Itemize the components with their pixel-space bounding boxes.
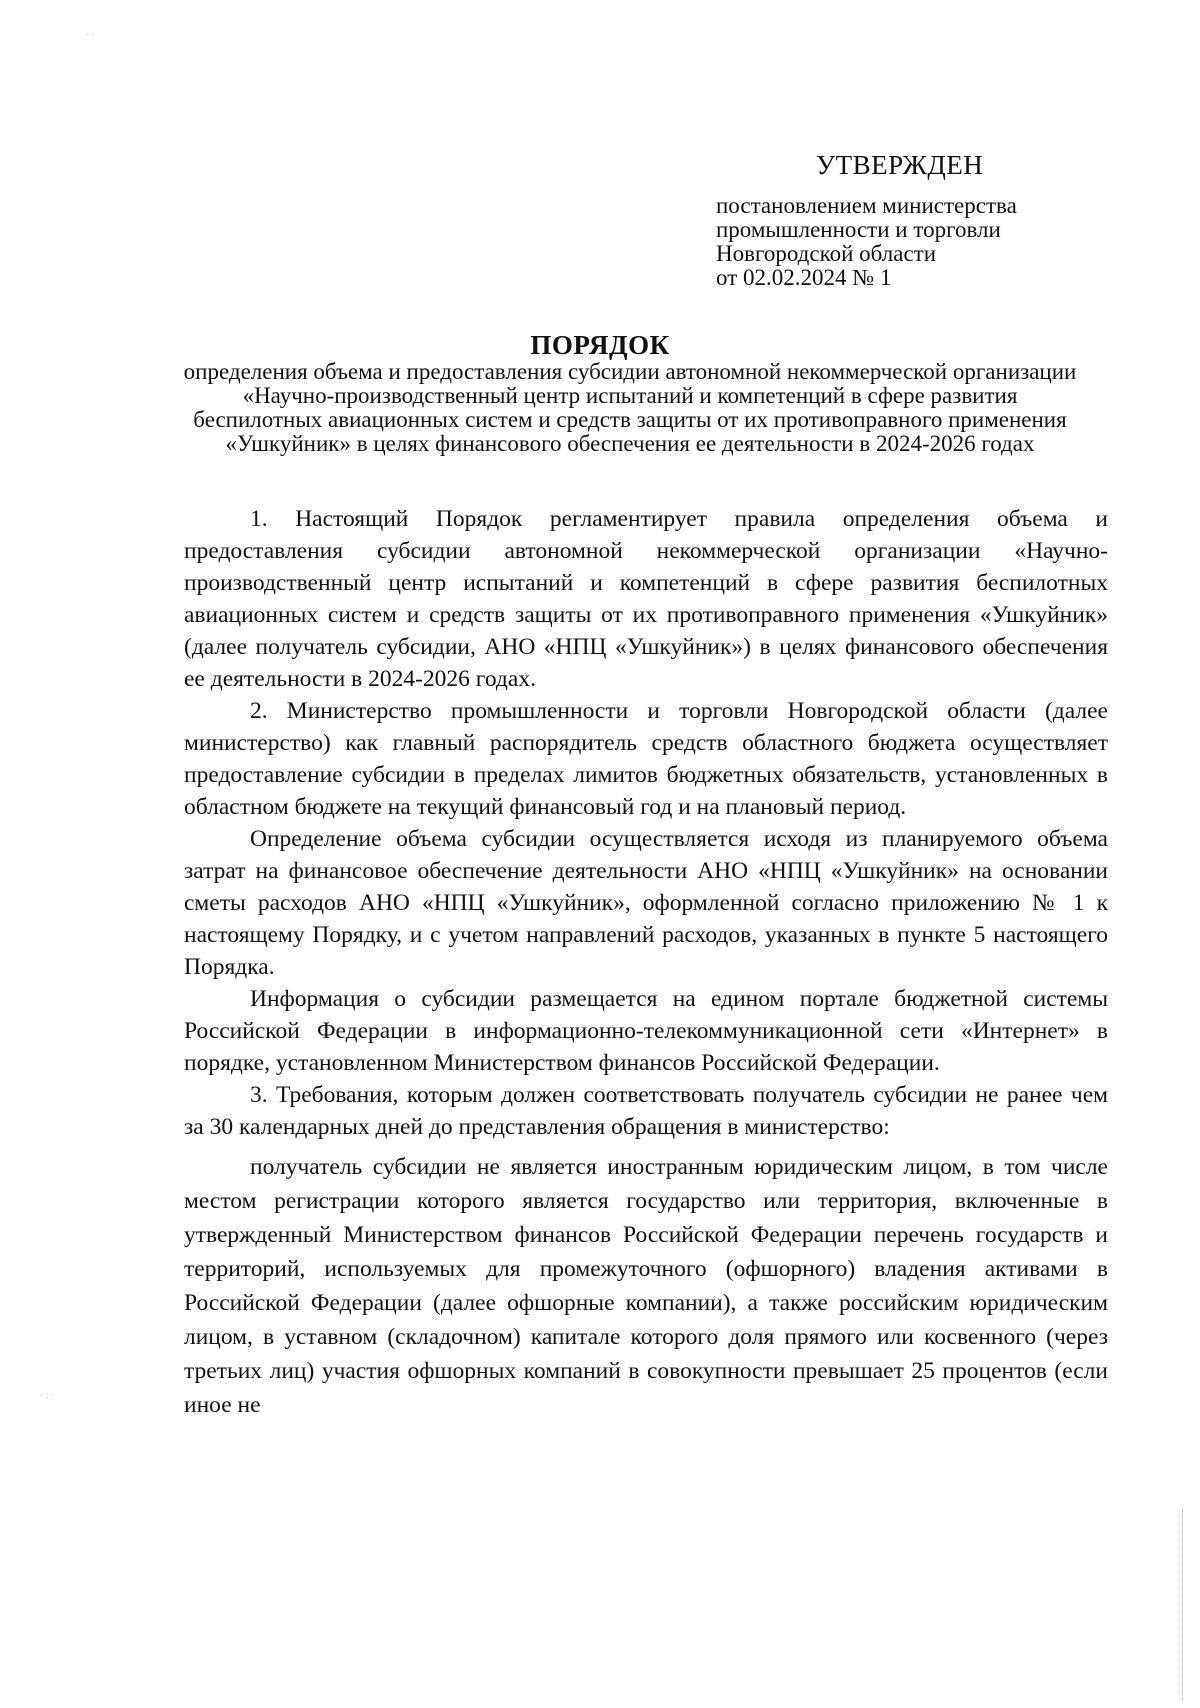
document-body: [184, 503, 1108, 1422]
paragraph-3-requirement: получатель субсидии не является иностранным юридическим лицом, в том числе местом регистрации которого является государство или территория, включенные в утвержденный Министерством финансов Российской Федерации перечень государств и территорий, используемых для промежуточного (офшорного) владения активами в Российской Федерации (далее офшорные компании), а также российским юридическим лицом, в уставном (складочном) капитале которого доля прямого или косвенного (через третьих лиц) участия офшорных компаний в совокупности превышает 25 процентов (если иное не: [184, 1154, 1108, 1418]
document-title: ПОРЯДОК: [530, 330, 670, 360]
scan-edge-artifact: [1182, 1510, 1184, 1700]
paragraph-2: 2. Министерство промышленности и торговли Новгородской области (далее министерство) как главный распорядитель средств областного бюджета осуществляет предоставление субсидии в пределах лимитов бюджетных обязательств, установленных в областном бюджете на текущий финансовый год и на плановый период.: [184, 698, 1108, 820]
approval-block: [716, 148, 1136, 290]
approval-line: от 02.02.2024 № 1: [716, 265, 892, 290]
approval-line: промышленности и торговли: [716, 217, 1001, 242]
approval-line: Новгородской области: [716, 241, 937, 266]
paragraph-1: 1. Настоящий Порядок регламентирует правила определения объема и предоставления субсидии автономной некоммерческой организации «Научно-производственный центр испытаний и компетенций в сфере развития беспилотных авиационных систем и средств защиты от их противоправного применения «Ушкуйник» (далее получатель субсидии, АНО «НПЦ «Ушкуйник») в целях финансового обеспечения ее деятельности в 2024-2026 годах.: [184, 506, 1108, 692]
scan-speck: · ·: [86, 30, 96, 41]
paragraph-2-volume: Определение объема субсидии осуществляется исходя из планируемого объема затрат на финансовое обеспечение деятельности АНО «НПЦ «Ушкуйник» на основании сметы расходов АНО «НПЦ «Ушкуйник», оформленной согласно приложению № 1 к настоящему Порядку, и с учетом направлений расходов, указанных в пункте 5 настоящего Порядка.: [184, 826, 1108, 980]
approved-stamp-heading: УТВЕРЖДЕН: [816, 150, 984, 180]
approval-line: постановлением министерства: [716, 193, 1017, 218]
approval-details: [716, 194, 1136, 290]
document-subtitle: определения объема и предоставления субсидии автономной некоммерческой организации «Научно-производственный центр испытаний и компетенций в сфере развития беспилотных авиационных систем и средств защиты от их противоправного применения «Ушкуйник» в целях финансового обеспечения ее деятельности в 2024-2026 годах: [183, 359, 1077, 456]
scan-speck: · : ·: [40, 1390, 55, 1401]
paragraph-2-info: Информация о субсидии размещается на едином портале бюджетной системы Российской Федерации в информационно-телекоммуникационной сети «Интернет» в порядке, установленном Министерством финансов Российской Федерации.: [184, 986, 1108, 1076]
paragraph-3: 3. Требования, которым должен соответствовать получатель субсидии не ранее чем за 30 календарных дней до представления обращения в министерство:: [184, 1082, 1108, 1140]
